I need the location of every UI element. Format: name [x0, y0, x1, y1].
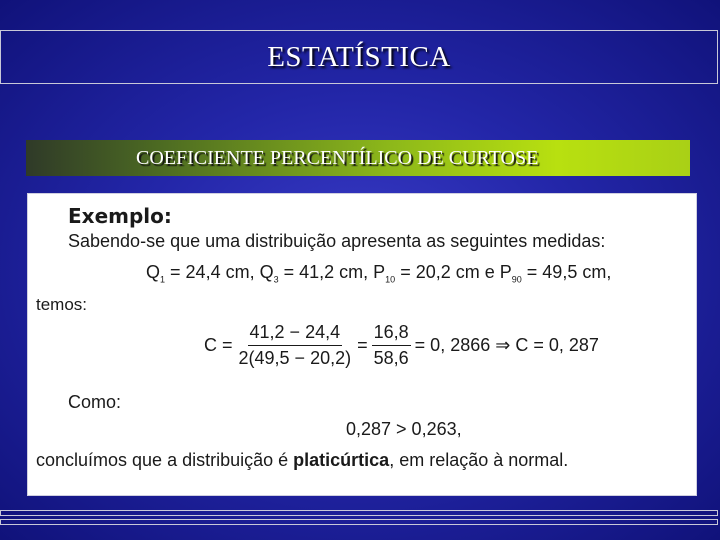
- fraction-2-denominator: 58,6: [373, 348, 409, 368]
- formula-fraction-1: [237, 322, 354, 369]
- example-content-box: [27, 193, 697, 496]
- example-intro: Sabendo-se que uma distribuição apresenta as seguintes medidas:: [68, 231, 606, 251]
- q1-value: = 24,4 cm,: [165, 262, 260, 282]
- p90-subscript: 90: [511, 274, 522, 285]
- q1-label: Q: [146, 262, 161, 282]
- conclusion-keyword: platicúrtica: [293, 450, 390, 470]
- formula-equals: =: [357, 335, 368, 355]
- temos-text: temos:: [36, 295, 88, 314]
- como-text: Como:: [68, 392, 122, 412]
- q3-label: Q: [259, 262, 274, 282]
- conclusion-prefix: concluímos que a distribuição é: [36, 450, 294, 470]
- formula-fraction-2: [372, 322, 411, 369]
- footer-divider-top: [0, 510, 718, 516]
- p10-subscript: 10: [385, 274, 396, 285]
- comparison-text: 0,287 > 0,263,: [346, 419, 462, 439]
- conclusion-text: [36, 450, 568, 471]
- section-subtitle: COEFICIENTE PERCENTÍLICO DE CURTOSE: [136, 146, 539, 169]
- subtitle-bar: [26, 140, 690, 176]
- q3-subscript: 3: [273, 274, 279, 285]
- conclusion-suffix: , em relação à normal.: [389, 450, 569, 470]
- p10-value: = 20,2 cm e: [395, 262, 500, 282]
- p10-label: P: [373, 262, 386, 282]
- fraction-1-numerator: 41,2 − 24,4: [248, 322, 343, 346]
- q3-value: = 41,2 cm,: [278, 262, 374, 282]
- fraction-1-denominator: 2(49,5 − 20,2): [238, 348, 352, 368]
- measures-line: [146, 262, 611, 285]
- p90-label: P: [499, 262, 512, 282]
- title-bar: [0, 30, 718, 84]
- example-heading: Exemplo:: [68, 204, 172, 228]
- curtose-formula: [204, 322, 599, 369]
- formula-lhs: C =: [204, 335, 233, 355]
- fraction-2-numerator: 16,8: [372, 322, 411, 346]
- page-title: ESTATÍSTICA: [267, 40, 451, 73]
- q1-subscript: 1: [160, 274, 166, 285]
- formula-result: = 0, 2866 ⇒ C = 0, 287: [414, 335, 599, 355]
- p90-value: = 49,5 cm,: [521, 262, 612, 282]
- footer-divider-bottom: [0, 519, 718, 525]
